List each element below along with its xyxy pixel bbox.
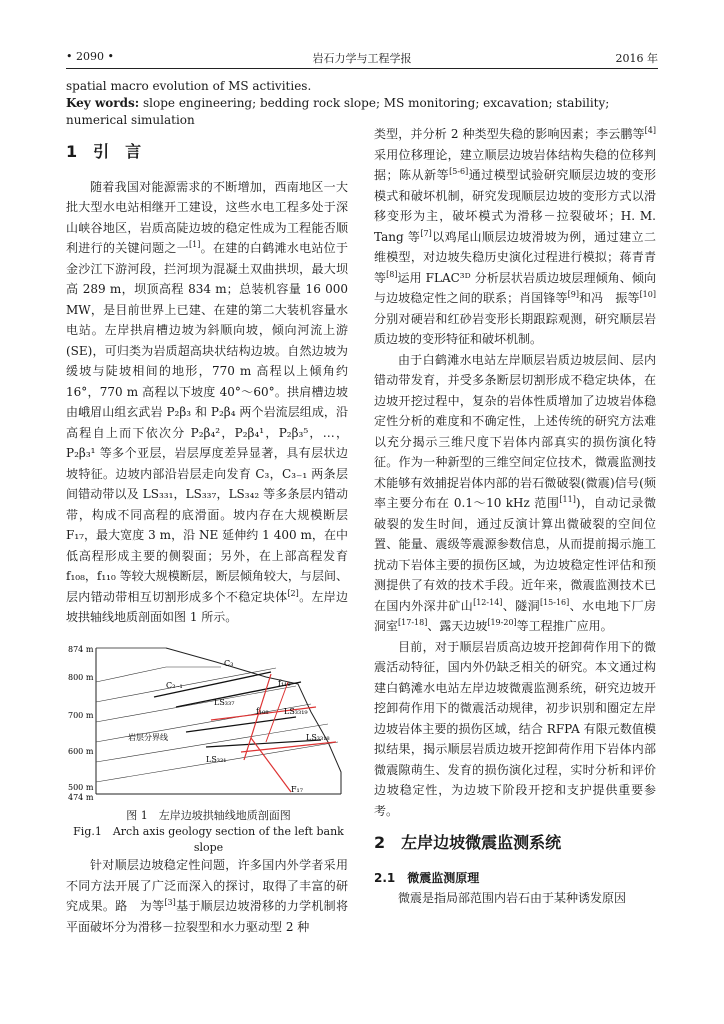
citation[interactable]: [19-20] <box>487 618 517 627</box>
page-number: • 2090 • <box>66 50 114 63</box>
citation[interactable]: [11] <box>559 495 576 504</box>
running-header <box>66 48 658 69</box>
label-f110: f₁₁₀ <box>278 679 291 688</box>
citation[interactable]: [2] <box>287 588 299 598</box>
intro-paragraph-2: 针对顺层边坡稳定性问题，许多国内外学者采用不同方法开展了广泛而深入的探讨，取得了丰富的研究成果。路 为等[3]基于顺层边坡滑移的力学机制将平面破坏分为滑移－拉裂型和水力驱动型 2 种 <box>66 858 348 934</box>
citation[interactable]: [17-18] <box>398 618 428 627</box>
label-ls337: LS₃₃₇ <box>214 698 235 707</box>
journal-name: 岩石力学与工程学报 <box>312 52 412 65</box>
citation[interactable]: [1] <box>189 240 201 249</box>
right-column <box>374 124 656 909</box>
elevation-700: 700 m <box>68 711 94 720</box>
section-2-1-paragraph: 微震是指局部范围内岩石由于某种诱发原因 <box>398 891 627 905</box>
label-f17: F₁₇ <box>291 785 303 794</box>
year: 2016 年 <box>615 52 658 65</box>
citation[interactable]: [3] <box>164 898 176 907</box>
label-c3-1: C₃₋₁ <box>166 681 183 690</box>
geology-section <box>66 642 351 802</box>
section-1-title: 1 引 言 <box>66 142 142 161</box>
citation[interactable]: [5-6] <box>449 167 469 176</box>
abstract-tail: spatial macro evolution of MS activities. <box>66 79 312 93</box>
intro-paragraph-4: 目前，对于顺层岩质高边坡开挖卸荷作用下的微震活动特征，国内外仍缺乏相关的研究。本文通过构建白鹤滩水电站左岸边坡微震监测系统，研究边坡开挖卸荷作用下的微震活动规律，初步识别和圈定左岸边坡岩体主要的损伤区域，结合 RFPA 有限元数值模拟结果，揭示顺层岩质边坡开挖卸荷作用下岩体内部微震隙萌生、发育的损伤演化过程，实时分析和评价边坡稳定性，为边坡下阶段开挖和支护提供重要参考。 <box>374 639 656 818</box>
intro-paragraph-1: 随着我国对能源需求的不断增加，西南地区一大批大型水电站相继开工建设，这些水电工程多处于深山峡谷地区，岩质高陡边坡的稳定性成为工程能否顺利进行的关键问题之一[1]。在建的白鹤滩水电站位于金沙江下游河段，拦河坝为混凝土双曲拱坝，最大坝高 289 m，坝顶高程 834 m；总装机容量 16 000 MW，是目前世界上已建、在建的第二大装机容量水电站。左岸拱肩槽边坡为斜顺向坡，倾向河流上游(SE)，可归类为岩质超高块状结构边坡。自然边坡为缓坡与陡坡相间的地形，770 m 高程以上倾角约 16°，770 m 高程以下坡度 40°～60°。拱肩槽边坡由峨眉山组玄武岩 P₂β₃ 和 P₂β₄ 两个岩流层组成，沿高程自上而下依次分 P₂β₄²，P₂β₄¹，P₂β₃⁵，…，P₂β₃¹ 等多个亚层，岩层厚度差异显著，具有层状边坡特征。边坡内部沿岩层走向发育 C₃，C₃₋₁ 两条层间错动带以及 LS₃₃₁，LS₃₃₇，LS₃₄₂ 等多条层内错动带，构成不同高程的底滑面。坡内存在大规模断层 F₁₇，最大宽度 3 m，沿 NE 延伸约 1 400 m，在中低高程形成主要的侧裂面；另外，在上部高程发育 f₁₀₈，f₁₁₀ 等较大规模断层，断层倾角较大，与层间、层内错动带相互切割形成多个不稳定块体[2]。左岸边坡拱轴线地质剖面如图 1 所示。 <box>66 179 348 624</box>
left-column <box>66 142 348 628</box>
figure-1 <box>66 642 351 856</box>
keywords-text: slope engineering; bedding rock slope; MS monitoring; excavation; stability; numerical simulation <box>66 96 610 127</box>
label-ls3319: LS₃₃₁₉ <box>284 707 308 716</box>
left-column-bottom <box>66 855 348 937</box>
elevation-800: 800 m <box>68 673 94 682</box>
label-c3: C₃ <box>224 659 234 668</box>
citation[interactable]: [10] <box>639 290 656 299</box>
section-2-1-title: 2.1 微震监测原理 <box>374 870 480 885</box>
citation[interactable]: [9] <box>567 290 579 299</box>
label-ls3318: LS₃₃₁₈ <box>306 733 330 742</box>
intro-paragraph-3: 由于白鹤滩水电站左岸顺层岩质边坡层间、层内错动带发育，并受多条断层切割形成不稳定块体，在边坡开挖过程中，复杂的岩体性质增加了边坡岩体稳定性分析的难度和不确定性，上述传统的研究方法难以充分揭示三维尺度下岩体内部真实的损伤演化特征。作为一种新型的三维空间定位技术，微震监测技术能够有效捕捉岩体内部的岩石微破裂(微震)信号(频率主要分布在 0.1～10 kHz 范围[11])，自动记录微破裂的发生时间，通过反演计算出微破裂的空间位置、能量、震级等震源参数信息，从而提前揭示施工扰动下岩体主要的损伤区域，为边坡稳定性评估和预测提供了有效的技术手段。近年来，微震监测技术已在国内外深井矿山[12-14]、隧洞[15-16]、水电地下厂房洞室[17-18]、露天边坡[19-20]等工程推广应用。 <box>374 352 656 633</box>
figure-caption-cn: 图 1 左岸边坡拱轴线地质剖面图 <box>126 809 291 822</box>
citation[interactable]: [15-16] <box>539 597 570 607</box>
abstract-end <box>66 78 656 129</box>
label-ls331: LS₃₃₁ <box>206 755 227 764</box>
keywords-label: Key words: <box>66 96 140 110</box>
label-f108: f₁₀₈ <box>256 707 269 716</box>
citation[interactable]: [7] <box>420 228 432 238</box>
elevation-874: 874 m <box>68 645 94 654</box>
intro-paragraph-2-cont: 类型，并分析 2 种类型失稳的影响因素；李云鹏等[4]采用位移理论，建立顺层边坡岩体结构失稳的位移判据；陈从新等[5-6]通过模型试验研究顺层边坡的变形模式和破坏机制，研究发现顺层边坡的变形方式以滑移变形为主，破坏模式为滑移－拉裂破坏；H. M. Tang 等[7]以鸡尾山顺层边坡滑坡为例，通过建立二维模型，对边坡失稳历史演化过程进行模拟；蒋青青等[8]运用 FLAC³ᴰ 分析层状岩质边坡层理倾角、倾向与边坡稳定性之间的联系；肖国锋等[9]和冯 振等[10]分别对硬岩和红砂岩变形长期跟踪观测，研究顺层岩质边坡的变形特征和破坏机制。 <box>374 126 656 346</box>
citation[interactable]: [4] <box>644 126 656 135</box>
elevation-500: 500 m <box>68 783 94 792</box>
figure-caption-en: Fig.1 Arch axis geology section of the left bank slope <box>73 825 344 854</box>
citation[interactable]: [12-14] <box>473 597 503 607</box>
citation[interactable]: [8] <box>386 269 398 279</box>
elevation-600: 600 m <box>68 747 94 756</box>
elevation-474: 474 m <box>68 793 94 802</box>
label-boundary: 岩层分界线 <box>128 733 168 742</box>
section-2-title: 2 左岸边坡微震监测系统 <box>374 833 562 852</box>
